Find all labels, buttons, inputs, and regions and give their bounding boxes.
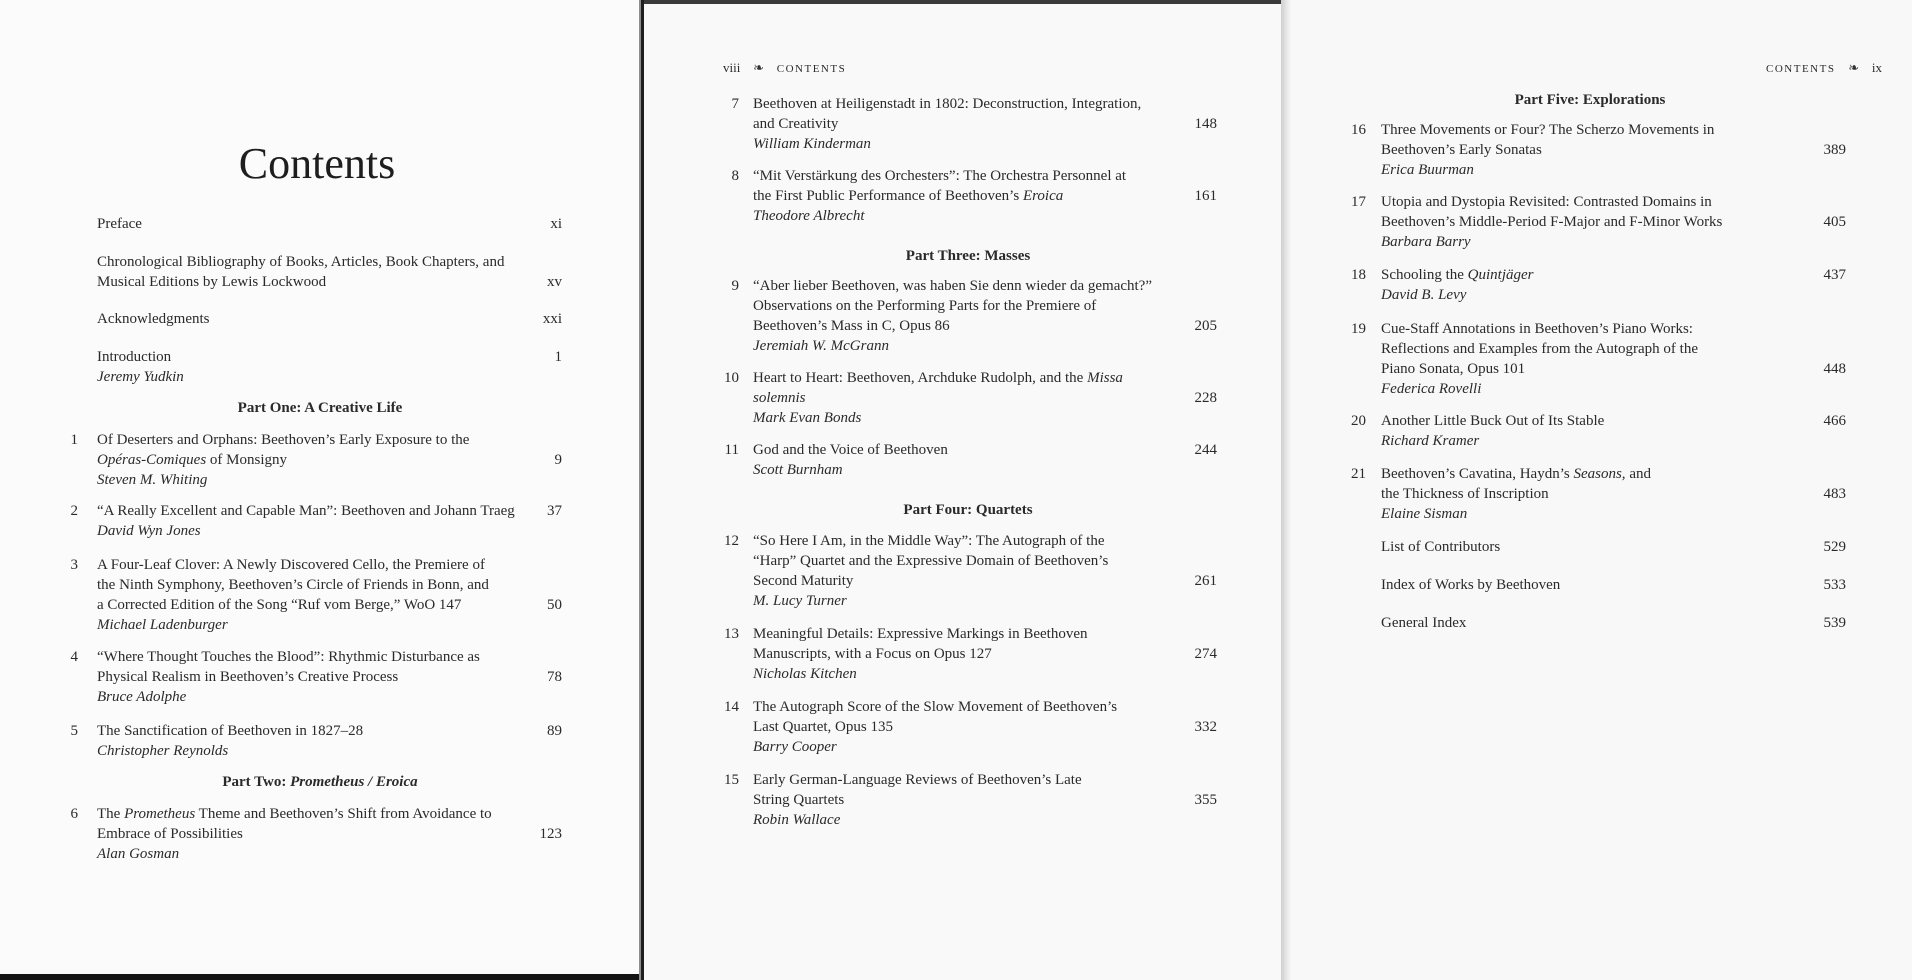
entry-title: Index of Works by Beethoven (1381, 577, 1561, 593)
toc-entry-chapter-19[interactable] (1346, 319, 1846, 399)
entry-author: David Wyn Jones (97, 523, 201, 539)
fleuron-icon: ❧ (1848, 60, 1860, 75)
entry-page: 529 (1823, 539, 1846, 555)
toc-entry-chapter-12[interactable] (719, 531, 1217, 611)
toc-entry-chapter-2[interactable] (58, 501, 562, 541)
entry-page: 405 (1823, 214, 1846, 230)
entry-page: 228 (1194, 390, 1217, 406)
entry-title-line: String Quartets (753, 792, 845, 808)
entry-title: Introduction (97, 349, 172, 365)
toc-entry-chapter-15[interactable] (719, 770, 1217, 830)
left-page (0, 0, 639, 980)
entry-page: 1 (554, 349, 562, 365)
toc-entry-chapter-3[interactable] (58, 555, 562, 635)
title-part: the First Public Performance of Beethoven’s (753, 188, 1023, 204)
toc-entry-chapter-11[interactable] (719, 440, 1217, 480)
chapter-number: 19 (1351, 321, 1366, 337)
toc-entry-chapter-18[interactable] (1346, 265, 1846, 305)
entry-author: Federica Rovelli (1381, 381, 1482, 397)
entry-title-line: Beethoven at Heiligenstadt in 1802: Deconstruction, Integration, (753, 96, 1142, 112)
entry-title-line: “Aber lieber Beethoven, was haben Sie denn wieder da gemacht?” (753, 278, 1152, 294)
chapter-number: 21 (1351, 466, 1366, 482)
entry-page: xxi (542, 311, 562, 327)
entry-page: xi (550, 216, 562, 232)
entry-author: Mark Evan Bonds (753, 410, 862, 426)
toc-entry-chapter-20[interactable] (1346, 411, 1846, 451)
toc-entry-chapter-13[interactable] (719, 624, 1217, 684)
entry-author: Jeremiah W. McGrann (753, 338, 889, 354)
chapter-number: 9 (731, 278, 739, 294)
part-heading (80, 774, 560, 791)
entry-page: 161 (1194, 188, 1217, 204)
entry-author: Scott Burnham (753, 462, 843, 478)
toc-entry-general-index[interactable] (1381, 613, 1846, 633)
entry-page: 466 (1823, 413, 1846, 429)
toc-entry-bibliography[interactable] (97, 252, 562, 292)
entry-title-line: “A Really Excellent and Capable Man”: Beethoven and Johann Traeg (97, 503, 515, 519)
entry-title-line: Of Deserters and Orphans: Beethoven’s Early Exposure to the (97, 432, 470, 448)
entry-author: Jeremy Yudkin (97, 369, 184, 385)
entry-title-line: “Mit Verstärkung des Orchesters”: The Orchestra Personnel at (753, 168, 1127, 184)
italic-title-part: Eroica (1022, 188, 1064, 204)
toc-entry-chapter-8[interactable] (719, 166, 1217, 226)
entry-title-line (753, 388, 1123, 408)
entry-title-line: Observations on the Performing Parts for the Premiere of (753, 298, 1097, 314)
entry-page: 50 (547, 597, 562, 613)
entry-title-line: “Harp” Quartet and the Expressive Domain of Beethoven’s (753, 553, 1109, 569)
entry-page: 205 (1194, 318, 1217, 334)
italic-title-part: Missa (1087, 370, 1123, 386)
entry-page: 332 (1194, 719, 1217, 735)
title-part: Heart to Heart: Beethoven, Archduke Rudolph, and the (753, 370, 1088, 386)
entry-author: William Kinderman (753, 136, 871, 152)
chapter-number: 3 (70, 557, 78, 573)
title-part: and (1625, 466, 1651, 482)
entry-title-line: God and the Voice of Beethoven (753, 442, 948, 458)
chapter-number: 1 (70, 432, 78, 448)
chapter-number: 11 (724, 442, 739, 458)
middle-page (641, 0, 1281, 980)
entry-page: 9 (554, 452, 562, 468)
chapter-number: 14 (724, 699, 739, 715)
entry-title-line: Embrace of Possibilities (97, 826, 243, 842)
part-heading: Part Four: Quartets (903, 502, 1033, 518)
part-heading: Part One: A Creative Life (237, 400, 403, 416)
part-heading-prefix: Part Two: (222, 774, 291, 790)
entry-author: Theodore Albrecht (753, 208, 865, 224)
entry-title-line (1381, 265, 1534, 285)
entry-title-line (753, 368, 1123, 388)
entry-title: List of Contributors (1381, 539, 1501, 555)
part-heading-italic: Prometheus / Eroica (290, 774, 418, 790)
title-part: Schooling the (1381, 267, 1468, 283)
entry-title-line: Cue-Staff Annotations in Beethoven’s Piano Works: (1381, 321, 1693, 337)
entry-author: Nicholas Kitchen (753, 666, 857, 682)
entry-title-line: “So Here I Am, in the Middle Way”: The Autograph of the (753, 533, 1105, 549)
entry-author: Michael Ladenburger (97, 617, 228, 633)
entry-title-line: Chronological Bibliography of Books, Articles, Book Chapters, and (97, 254, 505, 270)
chapter-number: 18 (1351, 267, 1366, 283)
entry-author: Steven M. Whiting (97, 472, 208, 488)
italic-title-part: Seasons, (1573, 466, 1626, 482)
chapter-number: 15 (724, 772, 739, 788)
entry-page: 123 (539, 826, 562, 842)
entry-page: 78 (547, 669, 562, 685)
entry-page: 261 (1194, 573, 1217, 589)
entry-title-line: the Thickness of Inscription (1381, 486, 1549, 502)
entry-title-line: Second Maturity (753, 573, 854, 589)
entry-page: 533 (1823, 577, 1846, 593)
toc-entry-index-of-works[interactable] (1381, 575, 1846, 595)
entry-title-line (1381, 464, 1651, 484)
entry-author: Barbara Barry (1381, 234, 1471, 250)
entry-author: Erica Buurman (1381, 162, 1474, 178)
entry-title-line: Last Quartet, Opus 135 (753, 719, 893, 735)
running-head (1766, 60, 1882, 76)
folio-number: viii (723, 60, 741, 75)
toc-entry-chapter-14[interactable] (719, 697, 1217, 757)
entry-title-line: Beethoven’s Middle-Period F-Major and F-Minor Works (1381, 214, 1723, 230)
entry-page: xv (547, 274, 562, 290)
italic-title-part: Opéras-Comiques (97, 452, 207, 468)
chapter-number: 13 (724, 626, 739, 642)
entry-page: 355 (1194, 792, 1217, 808)
entry-title-line: “Where Thought Touches the Blood”: Rhythmic Disturbance as (97, 649, 480, 665)
chapter-number: 7 (731, 96, 739, 112)
chapter-number: 20 (1351, 413, 1366, 429)
title-part: Theme and Beethoven’s Shift from Avoidance to (195, 806, 492, 822)
entry-title-line: Utopia and Dystopia Revisited: Contrasted Domains in (1381, 194, 1712, 210)
entry-author: Alan Gosman (97, 846, 180, 862)
entry-title-line: Meaningful Details: Expressive Markings in Beethoven (753, 626, 1088, 642)
toc-entry-chapter-6[interactable] (58, 804, 562, 864)
entry-title-line (97, 450, 469, 470)
entry-title-line (753, 186, 1126, 206)
entry-page: 89 (547, 723, 562, 739)
toc-entry-chapter-5[interactable] (58, 721, 562, 761)
entry-title: Acknowledgments (97, 311, 210, 327)
entry-author: Robin Wallace (753, 812, 841, 828)
entry-title-line: Beethoven’s Early Sonatas (1381, 142, 1542, 158)
toc-entry-list-of-contributors[interactable] (1381, 537, 1846, 557)
entry-title-line: Another Little Buck Out of Its Stable (1381, 413, 1605, 429)
chapter-number: 6 (70, 806, 78, 822)
entry-author: David B. Levy (1381, 287, 1467, 303)
entry-title-line: Beethoven’s Mass in C, Opus 86 (753, 318, 950, 334)
entry-author: Christopher Reynolds (97, 743, 229, 759)
chapter-number: 10 (724, 370, 739, 386)
toc-entry-chapter-17[interactable] (1346, 192, 1846, 252)
entry-author: Richard Kramer (1381, 433, 1480, 449)
entry-page: 244 (1194, 442, 1217, 458)
toc-entry-preface[interactable] (97, 214, 562, 234)
entry-page: 37 (547, 503, 562, 519)
italic-title-part: Prometheus (124, 806, 196, 822)
entry-title-line: Musical Editions by Lewis Lockwood (97, 274, 327, 290)
entry-page: 274 (1194, 646, 1217, 662)
chapter-number: 8 (731, 168, 739, 184)
fleuron-icon: ❧ (753, 60, 764, 75)
italic-title-part: solemnis (753, 390, 806, 406)
entry-author: Bruce Adolphe (97, 689, 187, 705)
entry-title-line: Piano Sonata, Opus 101 (1381, 361, 1526, 377)
toc-entry-chapter-1[interactable] (58, 430, 562, 490)
entry-page: 448 (1823, 361, 1846, 377)
folio-number: ix (1871, 60, 1882, 75)
entry-title-line: Physical Realism in Beethoven’s Creative Process (97, 669, 399, 685)
toc-entry-introduction[interactable] (97, 347, 562, 387)
toc-entry-chapter-7[interactable] (719, 94, 1217, 154)
entry-title-line: The Sanctification of Beethoven in 1827–28 (97, 723, 364, 739)
chapter-number: 17 (1351, 194, 1366, 210)
entry-title-line: Three Movements or Four? The Scherzo Movements in (1381, 122, 1715, 138)
entry-title: Preface (97, 216, 142, 232)
contents-title: Contents (238, 139, 396, 188)
entry-title-line: A Four-Leaf Clover: A Newly Discovered Cello, the Premiere of (97, 557, 485, 573)
title-part: The (97, 806, 125, 822)
toc-entry-chapter-4[interactable] (58, 647, 562, 707)
chapter-number: 4 (70, 649, 78, 665)
running-head-label: CONTENTS (776, 63, 847, 75)
toc-entry-chapter-16[interactable] (1346, 120, 1846, 180)
toc-entry-chapter-21[interactable] (1346, 464, 1846, 524)
part-heading: Part Five: Explorations (1514, 92, 1666, 108)
entry-page: 148 (1194, 116, 1217, 132)
entry-author: M. Lucy Turner (753, 593, 847, 609)
entry-author: Elaine Sisman (1381, 506, 1468, 522)
part-heading: Part Three: Masses (905, 248, 1031, 264)
entry-title-line: Reflections and Examples from the Autograph of the (1381, 341, 1698, 357)
entry-title-line: and Creativity (753, 116, 839, 132)
entry-page: 437 (1823, 267, 1846, 283)
running-head-label: CONTENTS (1766, 63, 1836, 75)
chapter-number: 5 (70, 723, 78, 739)
entry-page: 389 (1823, 142, 1846, 158)
italic-title-part: Quintjäger (1467, 267, 1534, 283)
entry-title-line: Early German-Language Reviews of Beethoven’s Late (753, 772, 1082, 788)
title-part: Beethoven’s Cavatina, Haydn’s (1381, 466, 1574, 482)
entry-title-line: Manuscripts, with a Focus on Opus 127 (753, 646, 992, 662)
toc-entry-chapter-9[interactable] (719, 276, 1217, 356)
toc-entry-chapter-10[interactable] (719, 368, 1217, 428)
entry-title-line: the Ninth Symphony, Beethoven’s Circle of Friends in Bonn, and (97, 577, 489, 593)
entry-page: 539 (1823, 615, 1846, 631)
chapter-number: 16 (1351, 122, 1366, 138)
entry-title-line: a Corrected Edition of the Song “Ruf vom Berge,” WoO 147 (97, 597, 462, 613)
entry-author: Barry Cooper (753, 739, 837, 755)
chapter-number: 2 (70, 503, 78, 519)
entry-title-line (97, 804, 492, 824)
toc-entry-acknowledgments[interactable] (97, 309, 562, 329)
title-part: of Monsigny (206, 452, 288, 468)
entry-title-line: The Autograph Score of the Slow Movement of Beethoven’s (753, 699, 1118, 715)
entry-page: 483 (1823, 486, 1846, 502)
right-page (1281, 0, 1912, 980)
entry-title: General Index (1381, 615, 1467, 631)
chapter-number: 12 (724, 533, 739, 549)
running-head (723, 60, 846, 76)
